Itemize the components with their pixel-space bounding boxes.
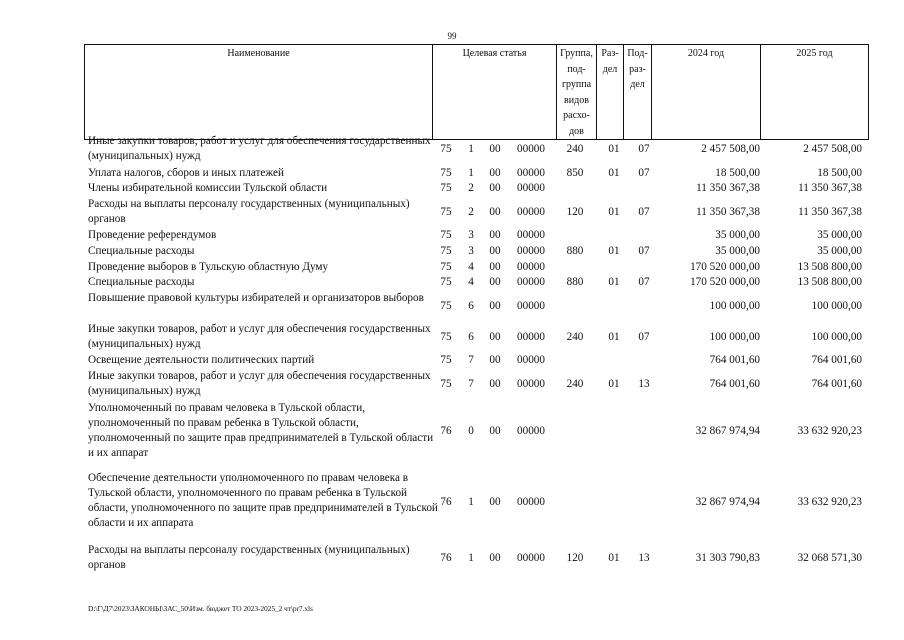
header-group: Группа, под- группа видов расхо- дов (557, 45, 597, 140)
table-cell: 11 350 367,38 (798, 206, 862, 218)
table-cell: 2 457 508,00 (803, 143, 862, 155)
table-cell: 01 (608, 276, 620, 288)
table-cell: 1 (468, 552, 474, 564)
table-cell: 75 (440, 229, 452, 241)
table-cell: 75 (440, 300, 452, 312)
table-cell: 00000 (517, 143, 545, 155)
table-cell: 01 (608, 331, 620, 343)
table-cell: Специальные расходы (88, 276, 195, 288)
table-cell: 07 (638, 143, 650, 155)
table-cell: 00000 (517, 276, 545, 288)
table-cell: 00 (489, 229, 501, 241)
table-cell: Специальные расходы (88, 245, 195, 257)
table-cell: 01 (608, 245, 620, 257)
table-cell: 07 (638, 245, 650, 257)
table-cell: 6 (468, 300, 474, 312)
table-cell: 18 500,00 (817, 167, 862, 179)
table-cell: 100 000,00 (811, 331, 862, 343)
table-cell: 00 (489, 378, 501, 390)
table-cell: 120 (566, 206, 584, 218)
table-cell: Иные закупки товаров, работ и услуг для обеспечения государственных (муниципальных) нужд (88, 135, 431, 162)
table-cell: 07 (638, 167, 650, 179)
table-cell: 76 (440, 496, 452, 508)
table-cell: 11 350 367,38 (696, 206, 760, 218)
table-cell: 33 632 920,23 (797, 425, 862, 437)
table-cell: 76 (440, 425, 452, 437)
table-cell: 00 (489, 276, 501, 288)
table-cell: 00000 (517, 167, 545, 179)
table-cell: 00000 (517, 245, 545, 257)
table-cell: Расходы на выплаты персоналу государственных (муниципальных) органов (88, 198, 410, 225)
table-cell: Обеспечение деятельности уполномоченного по правам человека в Тульской области, уполномоченного по правам ребенка в Тульской области, уполномоченного по защите прав предпринимателей в Тульской области и их аппарата (88, 472, 438, 529)
table-cell: 33 632 920,23 (797, 496, 862, 508)
table-cell: 75 (440, 167, 452, 179)
table-cell: 00000 (517, 300, 545, 312)
table-cell: 3 (468, 245, 474, 257)
table-cell: 00 (489, 182, 501, 194)
table-cell: 170 520 000,00 (690, 276, 760, 288)
table-cell: 00000 (517, 229, 545, 241)
table-cell: 75 (440, 182, 452, 194)
page-number: 99 (447, 31, 457, 41)
table-cell: Уполномоченный по правам человека в Тульской области, уполномоченный по правам ребенка в Тульской области, уполномоченный по защите прав предпринимателей в Тульской области и их аппарат (88, 402, 434, 459)
table-cell: 01 (608, 378, 620, 390)
table-cell: 75 (440, 206, 452, 218)
table-cell: Члены избирательной комиссии Тульской области (88, 182, 328, 194)
header-subsection: Под- раз- дел (624, 45, 652, 140)
table-cell: 6 (468, 331, 474, 343)
table-cell: 00000 (517, 331, 545, 343)
table-cell: 764 001,60 (709, 378, 760, 390)
table-cell: 35 000,00 (817, 229, 862, 241)
table-cell: 1 (468, 496, 474, 508)
table-cell: 764 001,60 (811, 378, 862, 390)
table-cell: Повышение правовой культуры избирателей и организаторов выборов (88, 292, 424, 304)
table-cell: Проведение референдумов (88, 229, 217, 241)
table-cell: 00 (489, 552, 501, 564)
table-cell: 13 508 800,00 (797, 276, 862, 288)
table-cell: Уплата налогов, сборов и иных платежей (88, 167, 284, 179)
table-cell: 75 (440, 331, 452, 343)
table-cell: 75 (440, 378, 452, 390)
table-cell: 75 (440, 245, 452, 257)
table-cell: 32 867 974,94 (695, 425, 760, 437)
table-cell: 32 867 974,94 (695, 496, 760, 508)
table-cell: 07 (638, 331, 650, 343)
table-cell: 35 000,00 (715, 245, 760, 257)
table-cell: 75 (440, 143, 452, 155)
table-cell: 120 (566, 552, 584, 564)
table-cell: 00000 (517, 354, 545, 366)
table-cell: 31 303 790,83 (695, 552, 760, 564)
table-cell: 35 000,00 (817, 245, 862, 257)
table-cell: 100 000,00 (709, 331, 760, 343)
header-2024: 2024 год (652, 45, 761, 140)
table-cell: 2 (468, 182, 474, 194)
table-cell: 76 (440, 552, 452, 564)
table-cell: 00 (489, 425, 501, 437)
table-cell: 00000 (517, 378, 545, 390)
table-cell: 850 (566, 167, 584, 179)
table-cell: 00 (489, 245, 501, 257)
header-target-article: Целевая статья (433, 45, 557, 140)
table-cell: 240 (566, 331, 584, 343)
table-cell: 11 350 367,38 (696, 182, 760, 194)
table-cell: 00 (489, 331, 501, 343)
table-cell: 1 (468, 143, 474, 155)
table-cell: 2 (468, 206, 474, 218)
table-cell: 4 (468, 276, 474, 288)
table-cell: 2 457 508,00 (701, 143, 760, 155)
table-cell: 75 (440, 276, 452, 288)
table-cell: 7 (468, 378, 474, 390)
table-cell: 170 520 000,00 (690, 261, 760, 273)
table-cell: 35 000,00 (715, 229, 760, 241)
table-cell: 18 500,00 (715, 167, 760, 179)
table-cell: 100 000,00 (811, 300, 862, 312)
table-cell: Иные закупки товаров, работ и услуг для обеспечения государственных (муниципальных) нужд (88, 370, 431, 397)
table-cell: 00 (489, 496, 501, 508)
table-cell: 100 000,00 (709, 300, 760, 312)
table-cell: 01 (608, 552, 620, 564)
table-cell: 32 068 571,30 (797, 552, 862, 564)
table-cell: 3 (468, 229, 474, 241)
table-cell: 764 001,60 (811, 354, 862, 366)
table-cell: 764 001,60 (709, 354, 760, 366)
table-cell: 00000 (517, 552, 545, 564)
table-cell: 07 (638, 206, 650, 218)
table-cell: 7 (468, 354, 474, 366)
table-cell: 00000 (517, 261, 545, 273)
table-cell: 00000 (517, 206, 545, 218)
table-cell: 00 (489, 167, 501, 179)
table-cell: 13 508 800,00 (797, 261, 862, 273)
table-cell: 01 (608, 206, 620, 218)
table-cell: Проведение выборов в Тульскую областную Думу (88, 261, 329, 273)
table-cell: 13 (638, 552, 650, 564)
table-cell: 4 (468, 261, 474, 273)
table-cell: 240 (566, 143, 584, 155)
table-cell: 0 (468, 425, 474, 437)
table-cell: 07 (638, 276, 650, 288)
header-2025: 2025 год (761, 45, 869, 140)
table-cell: Иные закупки товаров, работ и услуг для обеспечения государственных (муниципальных) нужд (88, 323, 431, 350)
table-cell: 00 (489, 300, 501, 312)
table-cell: Расходы на выплаты персоналу государственных (муниципальных) органов (88, 544, 410, 571)
table-cell: 13 (638, 378, 650, 390)
table-cell: 1 (468, 167, 474, 179)
table-cell: 880 (566, 245, 584, 257)
table-cell: 240 (566, 378, 584, 390)
table-cell: 00000 (517, 182, 545, 194)
table-cell: 75 (440, 261, 452, 273)
file-path-footer: D:\Г\Д7\2023\ЗАКОНЫ\ЗАС_50\Изм. бюджет ТО 2023-2025_2 чт\pr7.xls (88, 604, 313, 613)
table-cell: Освещение деятельности политических партий (88, 354, 315, 366)
header-name: Наименование (85, 45, 433, 140)
table-cell: 00000 (517, 496, 545, 508)
table-cell: 00 (489, 206, 501, 218)
header-section: Раз- дел (597, 45, 624, 140)
table-cell: 75 (440, 354, 452, 366)
table-cell: 00 (489, 261, 501, 273)
table-cell: 00 (489, 143, 501, 155)
table-cell: 01 (608, 167, 620, 179)
table-cell: 01 (608, 143, 620, 155)
table-cell: 00 (489, 354, 501, 366)
table-cell: 11 350 367,38 (798, 182, 862, 194)
table-cell: 880 (566, 276, 584, 288)
table-cell: 00000 (517, 425, 545, 437)
